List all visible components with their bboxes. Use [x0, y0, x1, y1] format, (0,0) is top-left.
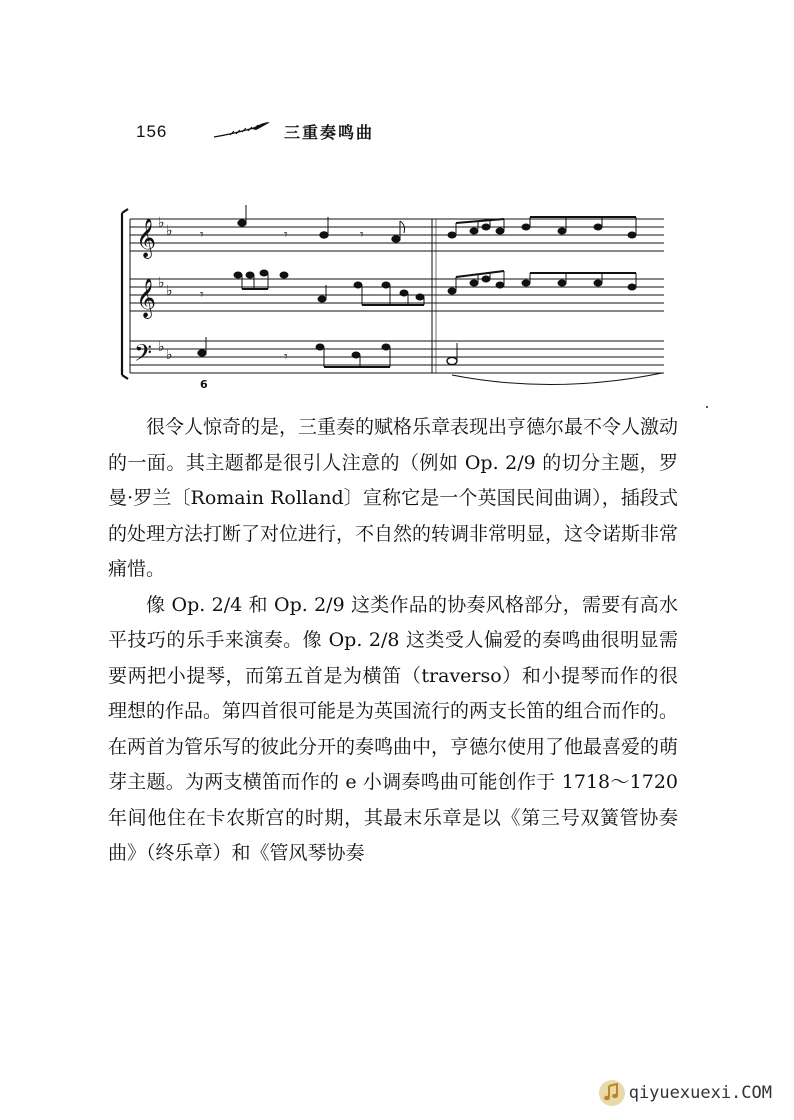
- treble-clef-icon: 𝄞: [136, 218, 157, 258]
- svg-text:♭: ♭: [158, 339, 165, 355]
- svg-text:♭: ♭: [158, 215, 165, 231]
- svg-text:♭: ♭: [166, 223, 173, 239]
- figured-bass-label: 6: [200, 378, 208, 391]
- svg-text:♭: ♭: [166, 283, 173, 299]
- page-header: [136, 118, 596, 148]
- staff-treble-2: [130, 279, 664, 311]
- running-title: 三重奏鸣曲: [284, 123, 375, 142]
- svg-text:𝄾: 𝄾: [200, 287, 204, 303]
- paragraph: 像 Op. 2/4 和 Op. 2/9 这类作品的协奏风格部分，需要有高水平技巧的乐手来演奏。像 Op. 2/8 这类受人偏爱的奏鸣曲很明显需要两把小提琴，而第五首是为横笛（traverso）和小提琴而作的很理想的作品。第四首很可能是为英国流行的两支长笛的组合而作的。在两首为管乐写的彼此分开的奏鸣曲中，亨德尔使用了他最喜爱的萌芽主题。为两支横笛而作的 e 小调奏鸣曲可能创作于 1718～1720 年间他住在卡农斯宫的时期，其最末乐章是以《第三号双簧管协奏曲》（终乐章）和《管风琴协奏: [108, 593, 679, 864]
- staff-treble-1: [130, 219, 664, 251]
- svg-text:𝄾: 𝄾: [360, 227, 364, 243]
- page-number: 156: [136, 122, 168, 141]
- staff2-measure1-notes: [200, 270, 424, 305]
- paragraph: 很令人惊奇的是，三重奏的赋格乐章表现出亨德尔最不令人激动的一面。其主题都是很引人注意的（例如 Op. 2/9 的切分主题，罗曼·罗兰〔Romain Rolland〕宣称它是一个英国民间曲调），插段式的处理方法打断了对位进行，不自然的转调非常明显，这令诺斯非常痛惜。: [108, 416, 679, 580]
- svg-text:𝄾: 𝄾: [200, 227, 204, 243]
- music-score: [114, 205, 670, 395]
- site-watermark: [597, 1078, 772, 1108]
- svg-text:𝄾: 𝄾: [284, 227, 288, 243]
- treble-clef-icon: 𝄞: [136, 278, 157, 318]
- system-brace: [122, 209, 128, 379]
- staff3-notes: [198, 337, 662, 385]
- body-text: [108, 410, 678, 872]
- watermark-text: qiyuexuexi.COM: [628, 1083, 772, 1103]
- quill-ornament-icon: [212, 120, 272, 140]
- stray-print-mark: [706, 406, 708, 408]
- staff1-measure1-notes: [200, 205, 405, 243]
- staff-bass: [130, 341, 664, 373]
- svg-text:𝄾: 𝄾: [284, 349, 288, 365]
- bass-clef-icon: 𝄢: [134, 339, 153, 372]
- svg-text:♭: ♭: [166, 347, 173, 363]
- staff2-measure2-notes: [448, 271, 636, 294]
- music-note-icon: [597, 1078, 627, 1108]
- svg-text:♭: ♭: [158, 275, 165, 291]
